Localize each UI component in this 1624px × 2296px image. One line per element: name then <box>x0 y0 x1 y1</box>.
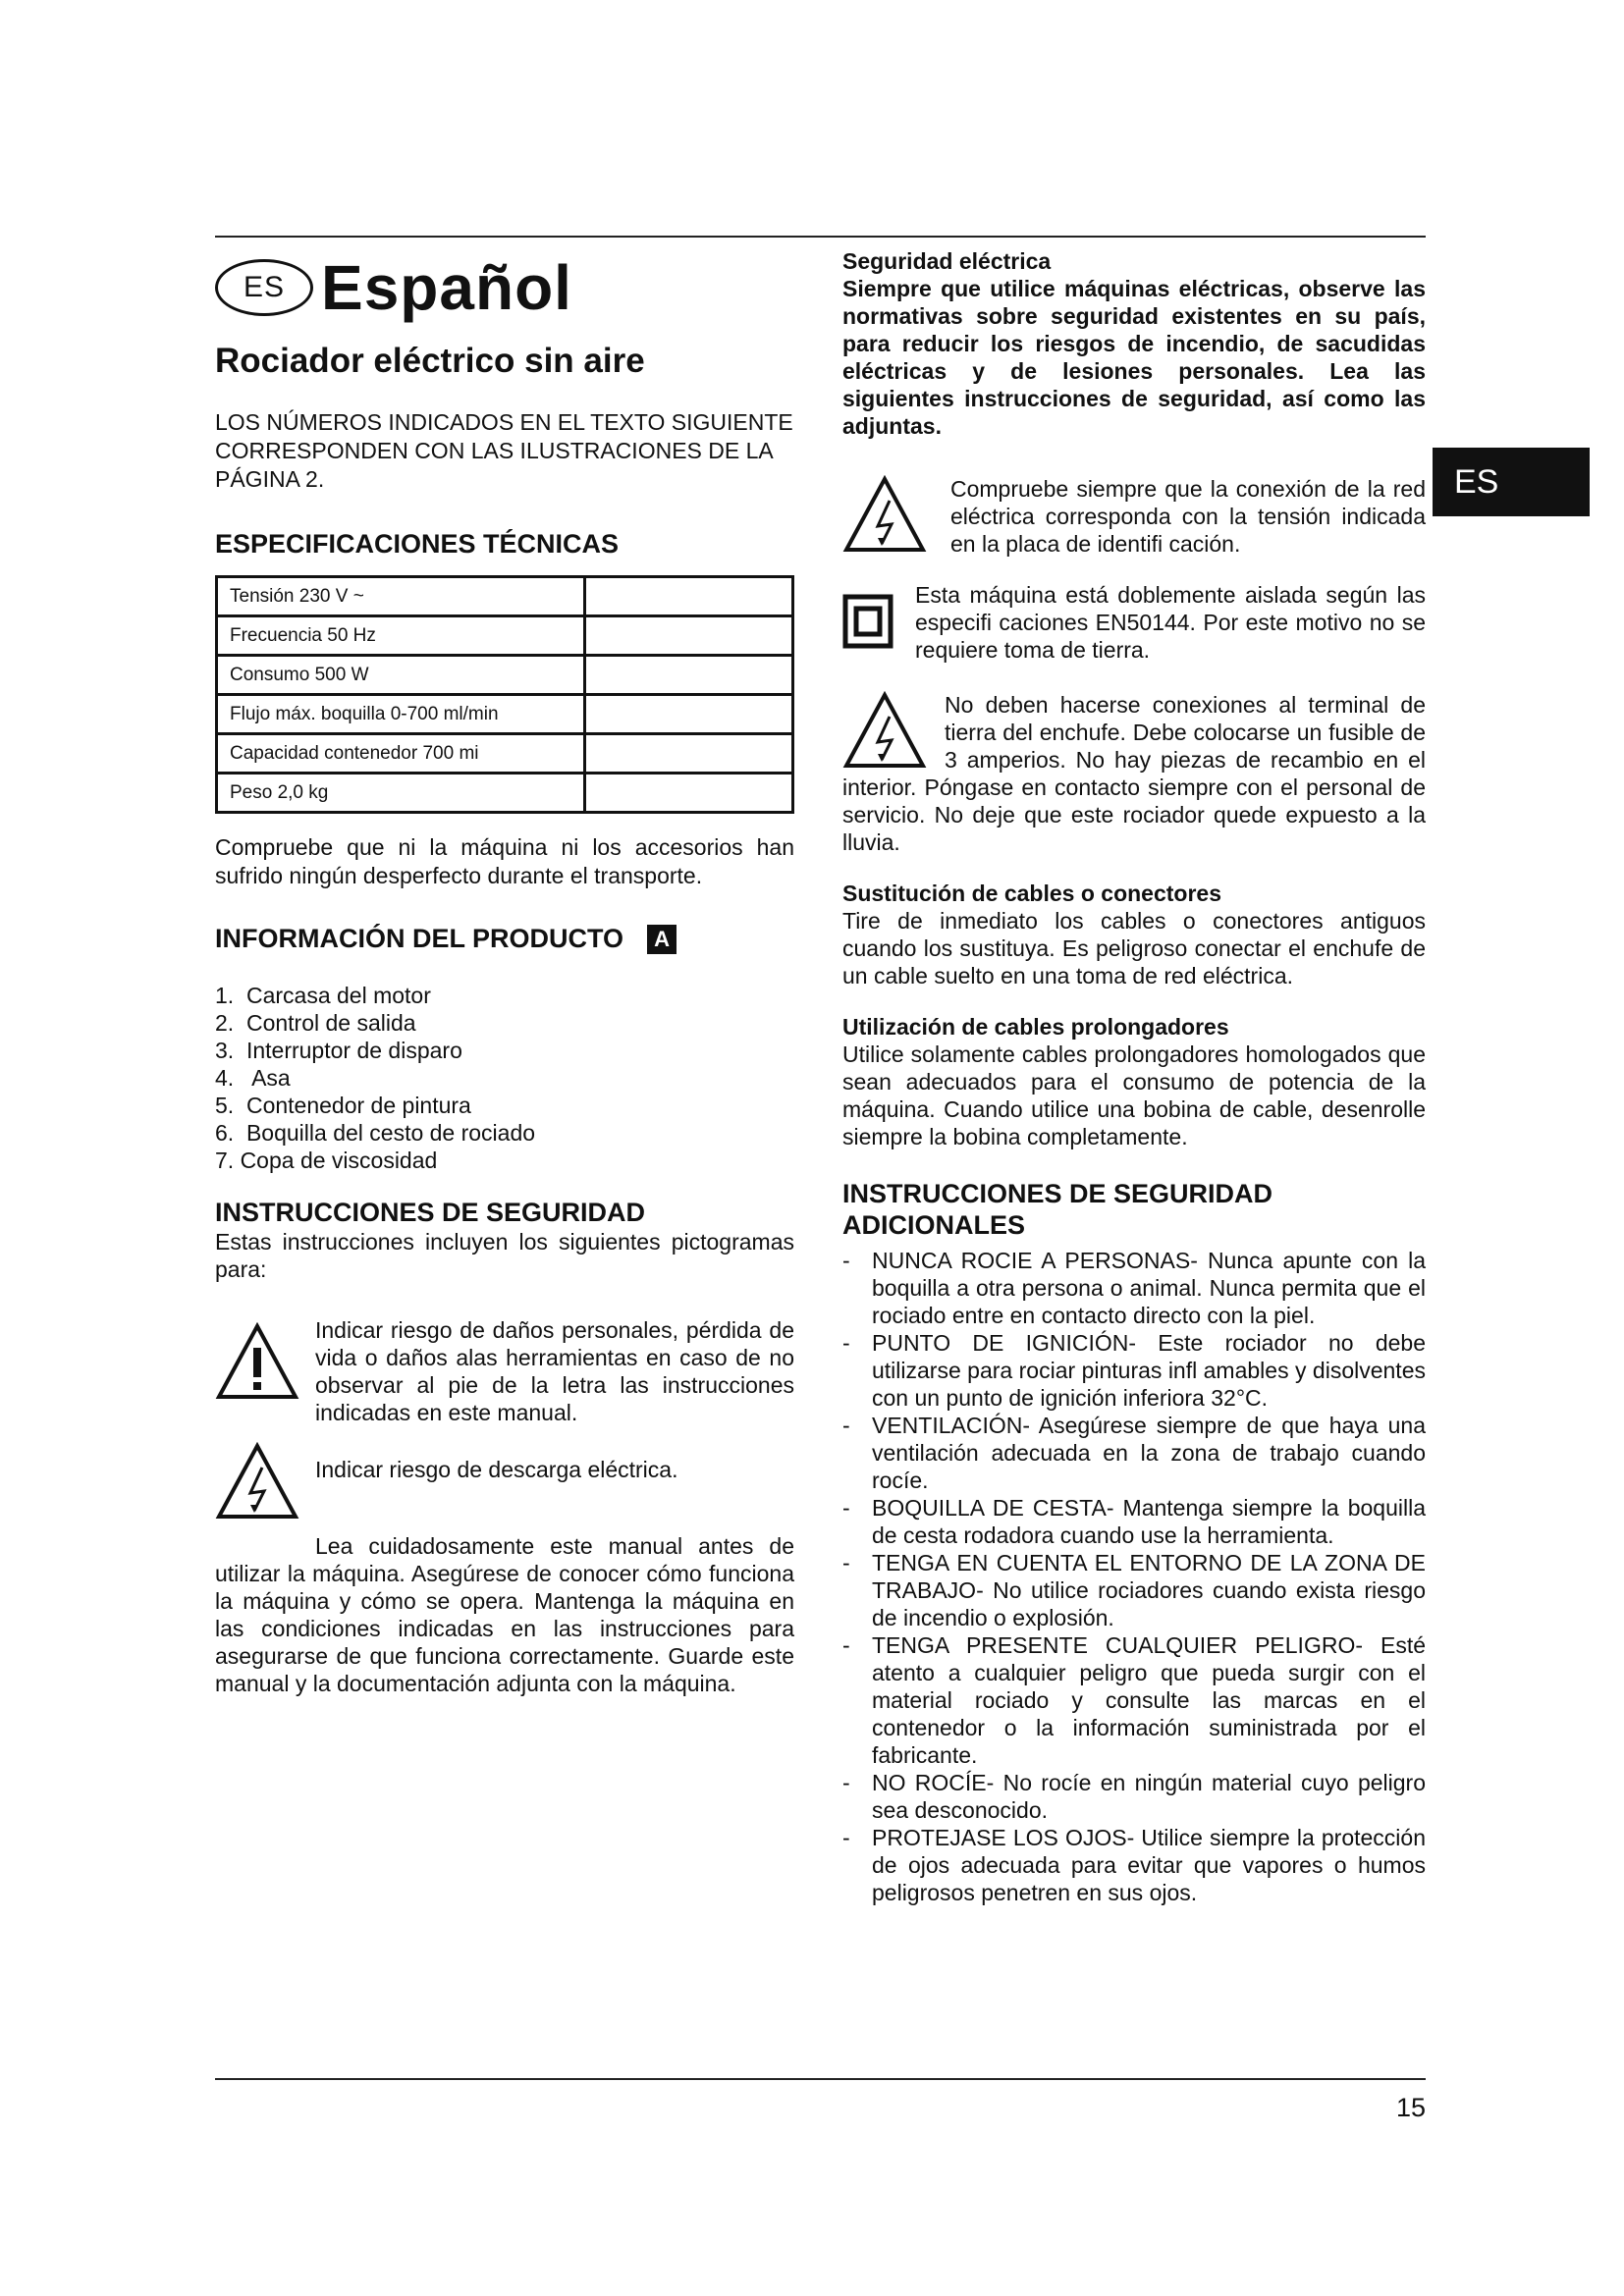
electric-warning-icon <box>842 475 927 554</box>
electric-warning-icon <box>215 1442 299 1521</box>
extension-cables-text: Utilice solamente cables prolongadores homologados que sean adecuados para el consumo de potencia de la máquina. Cuando utilice una bobina de cable, desenrolle siempre la bobina completamente. <box>842 1041 1426 1149</box>
list-item-text: PUNTO DE IGNICIÓN- Este rociador no debe utilizarse para rociar pinturas infl amables y disolventes con un punto de ignición inferiora 32°C. <box>872 1330 1426 1411</box>
specs-table <box>215 575 794 814</box>
language-heading <box>215 251 794 324</box>
electrical-safety-intro: Siempre que utilice máquinas eléctricas, observe las normativas sobre seguridad existentes en su país, para reducir los riesgos de incendio, de sacudidas eléctricas y de lesiones personales. Lea las siguientes instrucciones de seguridad, así como las adjuntas. <box>842 276 1426 439</box>
spec-value <box>585 774 793 813</box>
list-item: - TENGA PRESENTE CUALQUIER PELIGRO- Esté atento a cualquier peligro que pueda surgir con el material rociado y consulte las marcas en el contenedor o la información suministrada por el fabricante. <box>842 1632 1426 1768</box>
read-manual-content: Lea cuidadosamente este manual antes de utilizar la máquina. Asegúrese de conocer cómo funciona la máquina y cómo se opera. Mantenga la máquina en las condiciones indicadas en las instrucciones para asegurarse de que funciona correctamente. Guarde este manual y la documentación adjunta con la máquina. <box>215 1533 794 1696</box>
list-item: 6. Boquilla del cesto de rociado <box>215 1120 536 1146</box>
additional-safety-heading: INSTRUCCIONES DE SEGURIDAD ADICIONALES <box>842 1179 1273 1240</box>
spec-label: Tensión 230 V ~ <box>217 577 585 616</box>
figure-a-badge: A <box>647 925 677 954</box>
cable-replacement-text: Tire de inmediato los cables o conectores antiguos cuando los sustituya. Es peligroso conectar el enchufe de un cable suelto en una toma de red eléctrica. <box>842 908 1426 988</box>
table-row <box>217 695 793 734</box>
list-item-text: NO ROCÍE- No rocíe en ningún material cuyo peligro sea desconocido. <box>872 1770 1426 1823</box>
list-item: 3. Interruptor de disparo <box>215 1038 462 1063</box>
list-item: - PROTEJASE LOS OJOS- Utilice siempre la protección de ojos adecuada para evitar que vapores o humos peligrosos penetren en sus ojos. <box>842 1825 1426 1905</box>
spec-value <box>585 656 793 695</box>
list-item: - BOQUILLA DE CESTA- Mantenga siempre la boquilla de cesta rodadora cuando use la herramienta. <box>842 1495 1426 1548</box>
spec-label: Flujo máx. boquilla 0-700 ml/min <box>217 695 585 734</box>
earth-warning-text: No deben hacerse conexiones al terminal de tierra del enchufe. Debe colocarse un fusible de 3 amperios. No hay piezas de recambio en el interior. Póngase en contacto siempre con el personal de servicio. No deje que este rociador quede expuesto a la lluvia. <box>842 692 1426 855</box>
earth-warning-block <box>842 691 1426 856</box>
double-insulation-text: Esta máquina está doblemente aislada según las especifi caciones EN50144. Por este motivo no se requiere toma de tierra. <box>915 582 1426 663</box>
list-item: - PUNTO DE IGNICIÓN- Este rociador no debe utilizarse para rociar pinturas infl amables y disolventes con un punto de ignición inferiora 32°C. <box>842 1330 1426 1411</box>
table-row <box>217 774 793 813</box>
electric-warning-icon <box>842 691 927 770</box>
intro-note: LOS NÚMEROS INDICADOS EN EL TEXTO SIGUIENTE CORRESPONDEN CON LAS ILUSTRACIONES DE LA PÁGINA 2. <box>215 409 793 492</box>
list-item: - VENTILACIÓN- Asegúrese siempre de que haya una ventilación adecuada en la zona de trabajo cuando rocíe. <box>842 1413 1426 1493</box>
additional-safety-list <box>842 1247 1426 1906</box>
extension-cables-heading: Utilización de cables prolongadores <box>842 1014 1229 1040</box>
transport-check-note: Compruebe que ni la máquina ni los accesorios han sufrido ningún desperfecto durante el transporte. <box>215 834 794 888</box>
voltage-warning-text: Compruebe siempre que la conexión de la red eléctrica corresponda con la tensión indicada en la placa de identifi cación. <box>950 476 1426 557</box>
safety-heading: INSTRUCCIONES DE SEGURIDAD <box>215 1198 646 1227</box>
list-item: - NUNCA ROCIE A PERSONAS- Nunca apunte con la boquilla a otra persona o animal. Nunca permita que el rociado entre en contacto directo con la piel. <box>842 1248 1426 1328</box>
cable-replacement-heading: Sustitución de cables o conectores <box>842 881 1221 906</box>
list-item: - TENGA EN CUENTA EL ENTORNO DE LA ZONA DE TRABAJO- No utilice rociadores cuando exista riesgo de incendio o explosión. <box>842 1550 1426 1630</box>
list-item: 5. Contenedor de pintura <box>215 1093 471 1118</box>
left-column <box>215 247 794 1697</box>
language-name: Español <box>321 252 572 323</box>
electric-warning-block <box>215 1442 794 1483</box>
list-item-text: TENGA EN CUENTA EL ENTORNO DE LA ZONA DE TRABAJO- No utilice rociadores cuando exista riesgo de incendio o explosión. <box>872 1550 1426 1630</box>
list-item: 7. Copa de viscosidad <box>215 1148 438 1173</box>
list-item-text: VENTILACIÓN- Asegúrese siempre de que haya una ventilación adecuada en la zona de trabajo cuando rocíe. <box>872 1413 1426 1493</box>
spec-label: Frecuencia 50 Hz <box>217 616 585 656</box>
list-item-text: NUNCA ROCIE A PERSONAS- Nunca apunte con la boquilla a otra persona o animal. Nunca permita que el rociado entre en contacto directo con la piel. <box>872 1248 1426 1328</box>
table-row <box>217 734 793 774</box>
electric-warning-text: Indicar riesgo de descarga eléctrica. <box>315 1457 678 1482</box>
double-insulation-icon <box>842 591 893 650</box>
spec-label: Peso 2,0 kg <box>217 774 585 813</box>
spec-value <box>585 577 793 616</box>
spec-value <box>585 734 793 774</box>
double-insulation-block <box>842 581 1426 664</box>
warning-exclamation-icon <box>215 1322 299 1401</box>
bottom-rule <box>215 2078 1426 2080</box>
spec-label: Capacidad contenedor 700 mi <box>217 734 585 774</box>
spec-label: Consumo 500 W <box>217 656 585 695</box>
list-item-text: TENGA PRESENTE CUALQUIER PELIGRO- Esté atento a cualquier peligro que pueda surgir con el material rociado y consulte las marcas en el contenedor o la información suministrada por el fabricante. <box>872 1632 1426 1768</box>
electrical-safety-heading: Seguridad eléctrica <box>842 248 1052 274</box>
page-number: 15 <box>1395 2093 1426 2122</box>
table-row <box>217 616 793 656</box>
list-item-text: PROTEJASE LOS OJOS- Utilice siempre la protección de ojos adecuada para evitar que vapores o humos peligrosos penetren en sus ojos. <box>872 1825 1426 1905</box>
spec-value <box>585 695 793 734</box>
list-item: 4. Asa <box>215 1065 291 1091</box>
safety-intro: Estas instrucciones incluyen los siguientes pictogramas para: <box>215 1229 794 1282</box>
language-code-oval: ES <box>215 259 313 316</box>
language-side-tab: ES <box>1433 448 1590 516</box>
spec-value <box>585 616 793 656</box>
specs-heading: ESPECIFICACIONES TÉCNICAS <box>215 529 620 559</box>
table-row <box>217 656 793 695</box>
list-item: 1. Carcasa del motor <box>215 983 431 1008</box>
document-subtitle: Rociador eléctrico sin aire <box>215 342 645 380</box>
parts-list <box>215 982 794 1174</box>
right-column <box>842 247 1426 1906</box>
general-warning-block <box>215 1316 794 1426</box>
list-item: - NO ROCÍE- No rocíe en ningún material cuyo peligro sea desconocido. <box>842 1770 1426 1823</box>
table-row <box>217 577 793 616</box>
product-info-title: INFORMACIÓN DEL PRODUCTO <box>215 924 624 953</box>
list-item-text: BOQUILLA DE CESTA- Mantenga siempre la boquilla de cesta rodadora cuando use la herramienta. <box>872 1495 1426 1548</box>
general-warning-text: Indicar riesgo de daños personales, pérdida de vida o daños alas herramientas en caso de no observar al pie de la letra las instrucciones indicadas en este manual. <box>315 1317 794 1425</box>
voltage-warning-block <box>842 475 1426 558</box>
read-manual-text <box>215 1532 794 1697</box>
top-rule <box>215 236 1426 238</box>
list-item: 2. Control de salida <box>215 1010 416 1036</box>
product-info-heading <box>215 924 794 954</box>
